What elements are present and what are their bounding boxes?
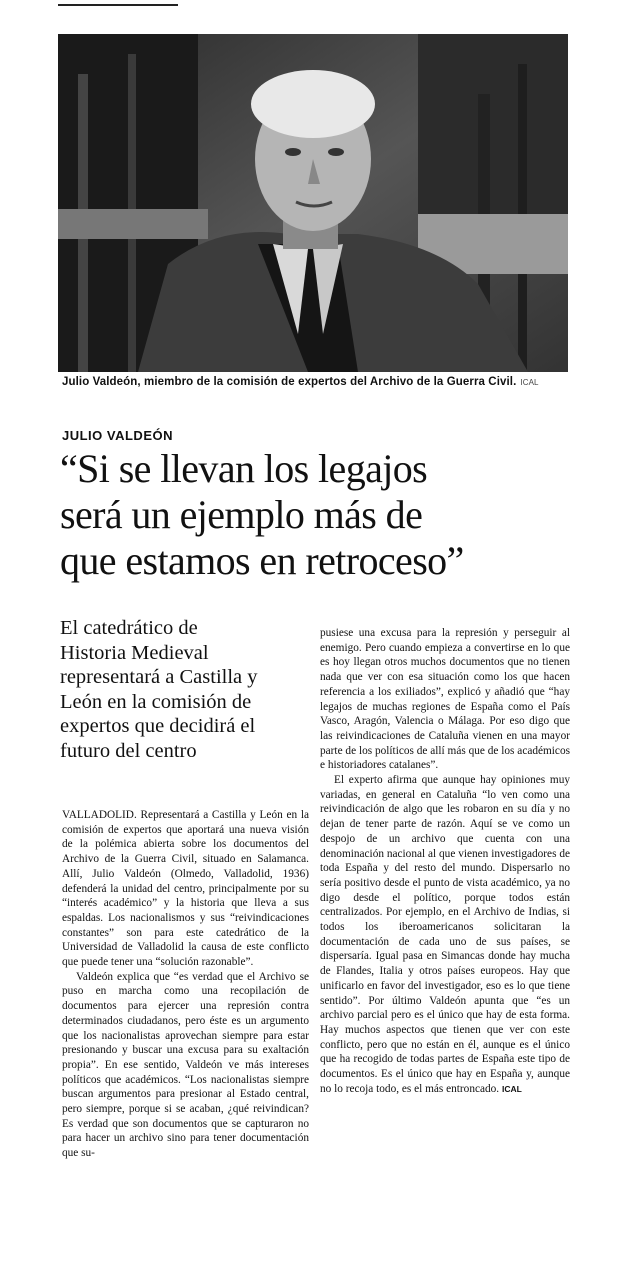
headline-line: será un ejemplo más de bbox=[60, 492, 423, 537]
deck-line: León en la comisión de bbox=[60, 690, 252, 713]
deck-line: El catedrático de bbox=[60, 617, 198, 639]
article-kicker: JULIO VALDEÓN bbox=[62, 428, 173, 443]
headline-line: que estamos en retroceso” bbox=[60, 538, 464, 583]
article-signature: ICAL bbox=[501, 1083, 522, 1094]
article-deck bbox=[60, 616, 330, 763]
article-paragraph: pusiese una excusa para la represión y perseguir al enemigo. Pero cuando empieza a convertirse en lo que es hoy llegan otros muchos documentos que no tienen nada que ver con esa situación como los que hacen referencia a los exiliados”, explicó y añadió que “hay legajos de muchas regiones de España como el País Vasco, Aragón, Valencia o Málaga. Por eso digo que las reivindicaciones de Cataluña vienen en una mayor parte de los políticos de allí más que de los académicos e historiadores catalanes”. bbox=[320, 627, 570, 772]
deck-line: futuro del centro bbox=[60, 739, 197, 762]
deck-line: representará a Castilla y bbox=[60, 666, 258, 688]
deck-line: Historia Medieval bbox=[60, 641, 209, 664]
article-paragraph bbox=[62, 808, 309, 970]
portrait-photo-icon bbox=[58, 34, 568, 372]
paragraph-text: El experto afirma que aunque hay opiniones muy variadas, en general en Cataluña “lo ven como una reivindicación de algo que les robaron en su día y no dejan de tener parte de razón. Aquí se ve como un despojo de un archivo que cuenta con una denominación nacional al que vienen investigadores de toda España y del resto del mundo. Dispersarlo no sería positivo desde el punto de vista académico, ya no digo desde el político, porque todos están centralizados. Por ejemplo, en el Archivo de Indias, si todos los iberoamericanos solicitaran la documentación de cada uno de sus países, se dispersaría. Igual pasa en Simancas donde hay mucha de Flandes, Italia y otros países europeos. Hay que unificarlo en favor del investigador, eso es lo que tiene sentido”. Por último Valdeón apunta que “es un archivo parcial pero es el único que hay de esta forma. Hay muchos aspectos que tienen que ver con este conflicto, pero que no están en él, aunque es el único que ha recogido de todas partes de España este tipo de documentos. Es el único que hay en España y, aunque no lo recoja todo, es el más entroncado. bbox=[320, 774, 570, 1095]
deck-line: expertos que decidirá el bbox=[60, 715, 256, 737]
article-column-right bbox=[320, 626, 570, 1097]
top-rule bbox=[58, 4, 178, 6]
portrait-photo bbox=[58, 34, 568, 372]
photo-caption-text: Julio Valdeón, miembro de la comisión de expertos del Archivo de la Guerra Civil. bbox=[62, 376, 517, 388]
article-headline bbox=[60, 446, 580, 584]
paragraph-text: Representará a Castilla y León en la comisión de expertos que aportará una nueva visión de la polémica abierta sobre los documentos del Archivo de la Guerra Civil, situado en Salamanca. Allí, Julio Valdeón (Olmedo, Valladolid, 1936) defenderá la unidad del centro, principalmente por su “interés académico” y la historia que lleva a sus espaldas. Los nacionalismos y sus “reivindicaciones constantes” son para este catedrático de la Universidad de Valladolid la causa de este conflicto que puede tener una “solución razonable”. bbox=[62, 809, 309, 969]
photo-credit: ICAL bbox=[520, 378, 539, 387]
article-paragraph: Valdeón explica que “es verdad que el Archivo se puso en marcha como una recopilación de documentos para ejercer una represión contra determinados ciudadanos, pero éste es un argumento que los nacionalistas aprovechan siempre para estar presionando y buscar una excusa para su exaltación propia”. En ese sentido, Valdeón ve más intereses políticos que académicos. “Los nacionalistas siempre buscan argumentos para presionar al Estado central, pero siempre, porque si se acaban, ¿qué reivindican? Es verdad que son documentos que se capturaron no para hacer un archivo sino para tener documentación que su- bbox=[62, 970, 309, 1160]
photo-caption bbox=[62, 376, 572, 388]
article-column-left bbox=[62, 808, 309, 1161]
article-paragraph bbox=[320, 773, 570, 1096]
dateline: VALLADOLID. bbox=[62, 809, 137, 821]
headline-line: “Si se llevan los legajos bbox=[60, 446, 428, 491]
